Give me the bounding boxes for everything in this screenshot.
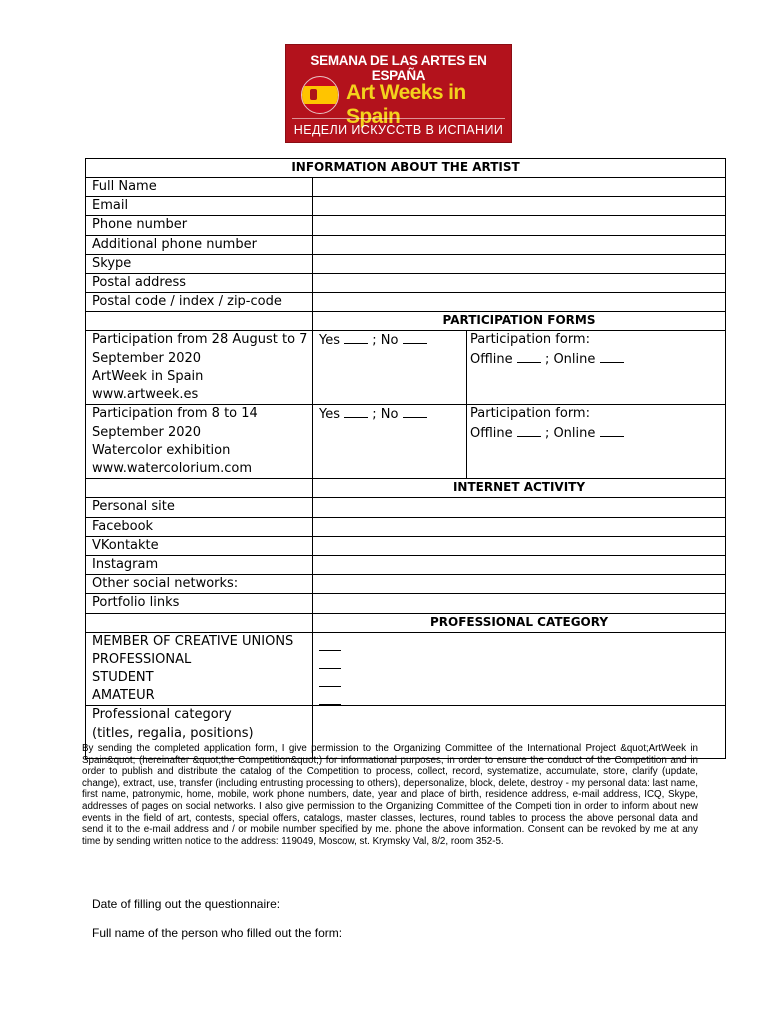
field-label-other-networks: Other social networks:: [86, 575, 313, 594]
yes-label: Yes: [319, 333, 340, 349]
blank-student[interactable]: [319, 669, 341, 687]
section-header-participation: PARTICIPATION FORMS: [313, 312, 726, 331]
professional-category-hint: (titles, regalia, positions): [92, 725, 254, 741]
input-full-name[interactable]: [313, 178, 726, 197]
application-form-table: [85, 158, 726, 759]
participation-artweek-dates: Participation from 28 August to 7: [92, 332, 308, 348]
professional-options: [86, 632, 313, 706]
participation-watercolor-url: www.watercolorium.com: [92, 461, 253, 477]
consent-paragraph: By sending the completed application form, I give permission to the Organizing Committee of the International Project &quot;ArtWeek in Spain&quot; (hereinafter &quot;the Competition&quot;) for informational purposes, in order to ensure the conduct of the Competition and in order to publish and distribute the catalog of the Competition to process, collect, record, systematize, accumulate, store, clarify (update, change), extract, use, transfer (including entrusting processing to others), depersonalize, block, delete, destroy - my personal data: last name, first name, patronymic, home, mobile, work phone numbers, date, year and place of birth, residence address, e-mail address, ICQ, Skype, addresses of pages on social networks. I also give permission to the Organizing Committee of the Competi tion in order to inform about new events in the field of art, contests, special offers, catalogs, master classes, lectures, round tables to process the above personal data and send it to the e-mail address and / or mobile number specified by me. phone the above information. Consent can be revoked by me at any time by sending written notice to the address: 119049, Moscow, st. Krymsky Val, 8/2, room 352-5.: [82, 743, 698, 847]
yes-blank[interactable]: [344, 405, 368, 418]
field-label-instagram: Instagram: [86, 556, 313, 575]
blank-professional[interactable]: [319, 651, 341, 669]
participation-artweek-yes-no[interactable]: [313, 331, 467, 405]
no-blank[interactable]: [403, 405, 427, 418]
input-postal-address[interactable]: [313, 274, 726, 293]
option-amateur: AMATEUR: [92, 688, 155, 704]
field-label-additional-phone: Additional phone number: [86, 235, 313, 254]
no-label: ; No: [372, 333, 399, 349]
yes-blank[interactable]: [344, 331, 368, 344]
input-additional-phone[interactable]: [313, 235, 726, 254]
participation-watercolor-description: [86, 405, 313, 479]
input-skype[interactable]: [313, 254, 726, 273]
art-weeks-logo: [285, 44, 512, 143]
input-instagram[interactable]: [313, 556, 726, 575]
section-header-artist-info: INFORMATION ABOUT THE ARTIST: [86, 159, 726, 178]
input-postal-code[interactable]: [313, 293, 726, 312]
participation-form-label: Participation form:: [470, 332, 590, 348]
option-professional: PROFESSIONAL: [92, 651, 192, 667]
field-label-phone: Phone number: [86, 216, 313, 235]
professional-option-blanks[interactable]: [313, 632, 726, 706]
section-header-professional: PROFESSIONAL CATEGORY: [313, 613, 726, 632]
offline-label: Offline: [470, 351, 513, 367]
blank-amateur[interactable]: [319, 687, 341, 705]
no-blank[interactable]: [403, 331, 427, 344]
option-student: STUDENT: [92, 670, 154, 686]
participation-artweek-name: ArtWeek in Spain: [92, 368, 204, 384]
participation-watercolor-dates-cont: September 2020: [92, 424, 202, 440]
offline-blank[interactable]: [517, 424, 541, 437]
professional-category-title: Professional category: [92, 707, 232, 723]
blank-member-creative-unions[interactable]: [319, 633, 341, 651]
participation-header-spacer: [86, 312, 313, 331]
input-email[interactable]: [313, 197, 726, 216]
logo-title-russian: НЕДЕЛИ ИСКУССТВ В ИСПАНИИ: [293, 123, 504, 137]
filled-by-name-label: Full name of the person who filled out the form:: [92, 926, 343, 940]
field-label-vkontakte: VKontakte: [86, 536, 313, 555]
section-header-internet: INTERNET ACTIVITY: [313, 479, 726, 498]
field-label-skype: Skype: [86, 254, 313, 273]
logo-title-spanish: SEMANA DE LAS ARTES EN ESPAÑA: [310, 53, 487, 83]
input-facebook[interactable]: [313, 517, 726, 536]
no-label: ; No: [372, 407, 399, 423]
input-other-networks[interactable]: [313, 575, 726, 594]
field-label-facebook: Facebook: [86, 517, 313, 536]
participation-form-label: Participation form:: [470, 406, 590, 422]
input-portfolio-links[interactable]: [313, 594, 726, 613]
online-label: ; Online: [544, 351, 596, 367]
field-label-email: Email: [86, 197, 313, 216]
participation-artweek-form[interactable]: [467, 331, 726, 405]
input-personal-site[interactable]: [313, 498, 726, 517]
participation-watercolor-dates: Participation from 8 to 14: [92, 406, 258, 422]
offline-blank[interactable]: [517, 350, 541, 363]
participation-watercolor-name: Watercolor exhibition: [92, 442, 231, 458]
field-label-full-name: Full Name: [86, 178, 313, 197]
spain-flag-icon: [301, 76, 339, 114]
logo-divider: [292, 118, 505, 119]
field-label-portfolio-links: Portfolio links: [86, 594, 313, 613]
logo-title-english: Art Weeks in Spain: [346, 81, 466, 128]
participation-watercolor-form[interactable]: [467, 405, 726, 479]
yes-label: Yes: [319, 407, 340, 423]
participation-watercolor-yes-no[interactable]: [313, 405, 467, 479]
online-blank[interactable]: [600, 350, 624, 363]
option-member-creative-unions: MEMBER OF CREATIVE UNIONS: [92, 633, 294, 649]
field-label-postal-address: Postal address: [86, 274, 313, 293]
participation-artweek-description: [86, 331, 313, 405]
date-filled-label: Date of filling out the questionnaire:: [92, 897, 281, 911]
professional-header-spacer: [86, 613, 313, 632]
input-vkontakte[interactable]: [313, 536, 726, 555]
offline-label: Offline: [470, 425, 513, 441]
online-blank[interactable]: [600, 424, 624, 437]
internet-header-spacer: [86, 479, 313, 498]
field-label-postal-code: Postal code / index / zip-code: [86, 293, 313, 312]
online-label: ; Online: [544, 425, 596, 441]
field-label-personal-site: Personal site: [86, 498, 313, 517]
input-phone[interactable]: [313, 216, 726, 235]
participation-artweek-url: www.artweek.es: [92, 387, 199, 403]
participation-artweek-dates-cont: September 2020: [92, 350, 202, 366]
